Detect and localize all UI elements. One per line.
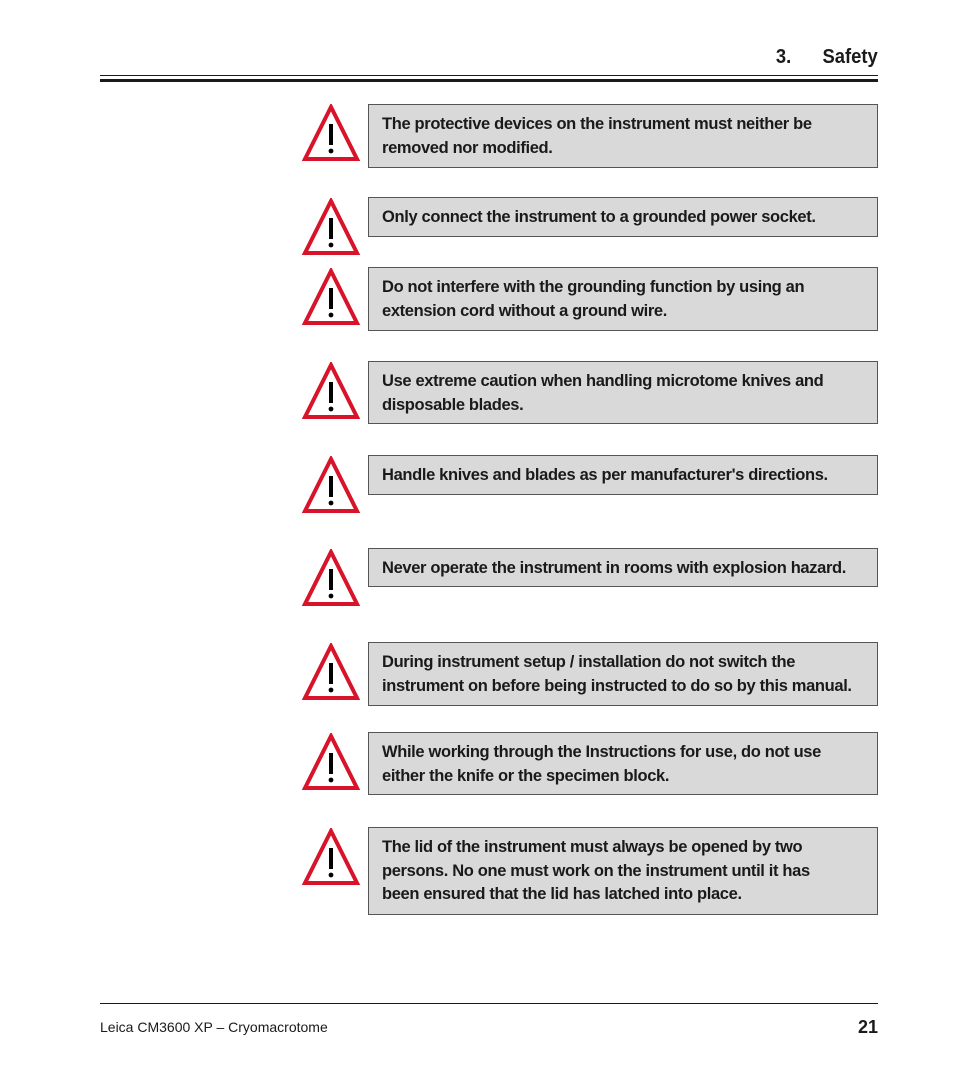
warning-text: During instrument setup / installation do not switch the instrument on before being instructed to do so by this manual. [382, 653, 852, 695]
warning-text: Use extreme caution when handling microtome knives and disposable blades. [382, 372, 824, 414]
warning-triangle-icon [302, 198, 360, 256]
warning-triangle-icon [302, 549, 360, 607]
page-number: 21 [857, 1017, 878, 1037]
footer-rule [100, 1003, 878, 1004]
warning-text: While working through the Instructions for use, do not use either the knife or the specimen block. [382, 743, 821, 785]
warning-box [368, 642, 878, 706]
warning-text: Do not interfere with the grounding function by using an extension cord without a ground wire. [382, 278, 805, 320]
warning-triangle-icon [302, 828, 360, 886]
warning-triangle-icon [302, 643, 360, 701]
warning-triangle-icon [302, 362, 360, 420]
warning-triangle-icon [302, 456, 360, 514]
warning-triangle-icon [302, 733, 360, 791]
warning-text: Handle knives and blades as per manufacturer's directions. [382, 466, 828, 484]
warning-box [368, 732, 878, 795]
header-rule-thin [100, 75, 878, 76]
footer-product-name: Leica CM3600 XP – Cryomacrotome [100, 1019, 328, 1035]
warning-box [368, 267, 878, 331]
section-title: Safety [822, 46, 878, 68]
warning-text: Only connect the instrument to a grounded power socket. [382, 208, 816, 226]
header-rule-thick [100, 79, 878, 82]
warning-text: The protective devices on the instrument must neither be removed nor modified. [382, 115, 812, 157]
warning-triangle-icon [302, 268, 360, 326]
section-header [776, 46, 878, 69]
warning-box [368, 361, 878, 424]
warning-box [368, 827, 878, 915]
warning-box [368, 197, 878, 237]
warning-text: Never operate the instrument in rooms with explosion hazard. [382, 559, 847, 577]
warning-triangle-icon [302, 104, 360, 162]
warning-box [368, 455, 878, 495]
warning-box [368, 548, 878, 587]
section-number: 3. [776, 46, 792, 68]
warning-box [368, 104, 878, 168]
warning-text: The lid of the instrument must always be opened by two persons. No one must work on the instrument until it has been ensured that the lid has latched into place. [382, 838, 810, 903]
